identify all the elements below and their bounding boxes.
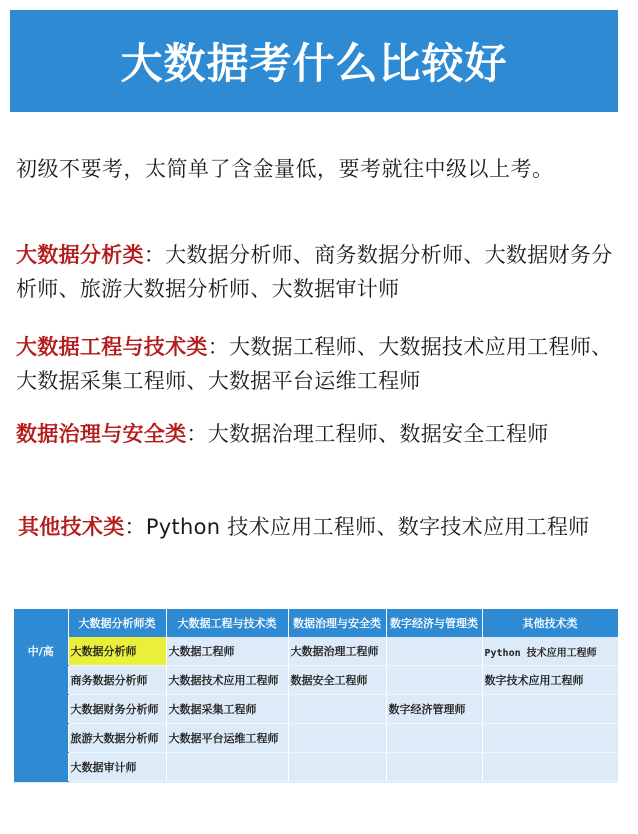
table-cell: 大数据采集工程师 [166,695,288,724]
table-cell: 大数据财务分析师 [68,695,166,724]
category-other [18,510,622,544]
table-cell [386,666,482,695]
table-row [14,695,618,724]
intro-paragraph: 初级不要考，太简单了含金量低，要考就往中级以上考。 [16,157,554,181]
level-cell [14,666,68,695]
category-engineering [16,330,620,398]
table-cell [386,724,482,753]
category-desc: Python 技术应用工程师、数字技术应用工程师 [145,515,590,539]
table-cell: 数字技术应用工程师 [482,666,618,695]
category-analysis [16,238,620,306]
category-name: 大数据工程与技术类 [16,335,208,359]
header-cell [14,609,68,637]
page-title: 大数据考什么比较好 [120,39,508,88]
header-cell: 数据治理与安全类 [288,609,386,637]
table-cell: 大数据分析师 [68,637,166,666]
table-cell: 大数据审计师 [68,753,166,782]
category-desc: 大数据工程师、大数据技术应用工程师、大数据采集工程师、大数据平台运维工程师 [16,335,613,393]
table-cell: 大数据工程师 [166,637,288,666]
header-cell: 大数据工程与技术类 [166,609,288,637]
table-cell: 大数据技术应用工程师 [166,666,288,695]
table-cell [288,695,386,724]
table-cell: 大数据治理工程师 [288,637,386,666]
category-governance [16,417,620,451]
category-name: 数据治理与安全类 [16,422,187,446]
table-cell: 数据安全工程师 [288,666,386,695]
table-cell: 旅游大数据分析师 [68,724,166,753]
level-cell [14,724,68,753]
certification-table [14,609,618,783]
table-row [14,666,618,695]
table-cell: 商务数据分析师 [68,666,166,695]
category-sep: ： [143,243,166,267]
table-cell [166,753,288,782]
category-sep: ： [124,515,146,539]
table-cell [288,724,386,753]
category-name: 大数据分析类 [16,243,144,267]
table-cell [482,724,618,753]
table-cell [386,753,482,782]
level-cell [14,753,68,782]
header-cell: 其他技术类 [482,609,618,637]
category-sep: ： [207,335,230,359]
table-cell: Python 技术应用工程师 [482,637,618,666]
table-cell [288,753,386,782]
header-cell: 大数据分析师类 [68,609,166,637]
table-row [14,753,618,782]
cert-table [14,609,619,782]
table-cell: 大数据平台运维工程师 [166,724,288,753]
table-row [14,724,618,753]
table-row [14,637,618,666]
table-cell [482,695,618,724]
level-cell: 中/高 [14,637,68,666]
table-header-row [14,609,618,637]
table-cell [482,753,618,782]
category-sep: ： [186,422,208,446]
table-cell [386,637,482,666]
level-cell [14,695,68,724]
title-banner [10,10,618,112]
category-desc: 大数据分析师、商务数据分析师、大数据财务分析师、旅游大数据分析师、大数据审计师 [16,243,613,301]
header-cell: 数字经济与管理类 [386,609,482,637]
table-cell: 数字经济管理师 [386,695,482,724]
category-desc: 大数据治理工程师、数据安全工程师 [207,422,549,446]
category-name: 其他技术类 [18,515,125,539]
